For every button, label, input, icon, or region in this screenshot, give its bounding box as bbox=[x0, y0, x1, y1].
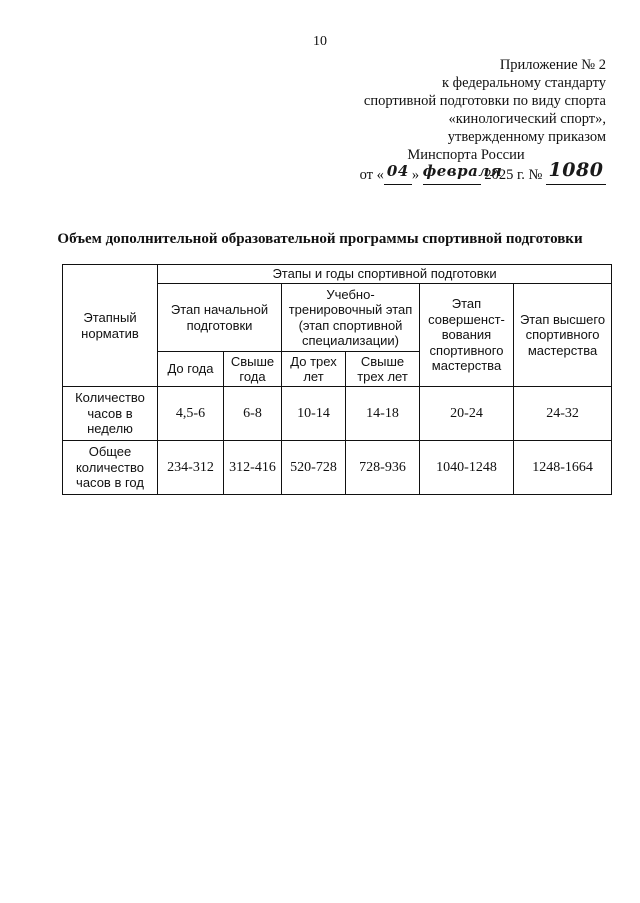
table-cell: 1040-1248 bbox=[420, 441, 514, 495]
appendix-line-sport: спортивной подготовки по виду спорта bbox=[363, 93, 606, 109]
date-day-handwritten: 04 bbox=[386, 162, 409, 180]
table-cell: 14-18 bbox=[346, 387, 420, 441]
table-cell: 312-416 bbox=[224, 441, 282, 495]
stage-training-header: Учебно-тренировочный этап (этап спортивной специализации) bbox=[282, 284, 420, 352]
table-cell: 10-14 bbox=[282, 387, 346, 441]
page-number: 10 bbox=[313, 34, 327, 49]
table-row bbox=[63, 441, 612, 495]
sub-header-initial-2: Свыше года bbox=[224, 352, 282, 387]
date-prefix: от « bbox=[359, 167, 384, 183]
stage-initial-header: Этап начальной подготовки bbox=[158, 284, 282, 352]
sub-header-training-2: Свыше трех лет bbox=[346, 352, 420, 387]
table-cell: 20-24 bbox=[420, 387, 514, 441]
appendix-line-standard: к федеральному стандарту bbox=[442, 75, 606, 91]
corner-header: Этапный норматив bbox=[63, 265, 158, 387]
table-cell: 24-32 bbox=[514, 387, 612, 441]
table-cell: 1248-1664 bbox=[514, 441, 612, 495]
date-day-field bbox=[384, 162, 412, 185]
table-cell: 234-312 bbox=[158, 441, 224, 495]
group-header: Этапы и годы спортивной подготовки bbox=[158, 265, 612, 284]
appendix-line-ministry: Минспорта России bbox=[407, 147, 525, 163]
date-month-field bbox=[422, 162, 503, 185]
table-cell: 728-936 bbox=[346, 441, 420, 495]
appendix-title: Приложение № 2 bbox=[499, 57, 606, 73]
date-quote-close: » bbox=[411, 167, 420, 183]
date-year: 2025 г. № bbox=[484, 167, 543, 183]
date-month-handwritten: февраля bbox=[422, 162, 503, 180]
table-cell: 6-8 bbox=[224, 387, 282, 441]
table-cell: 520-728 bbox=[282, 441, 346, 495]
stage-improvement-header: Этап совершенст-вования спортивного мастерства bbox=[420, 284, 514, 387]
appendix-date-line bbox=[286, 159, 606, 185]
table-row bbox=[63, 387, 612, 441]
appendix-line-approved: утвержденному приказом bbox=[447, 129, 606, 145]
appendix-block bbox=[286, 56, 606, 185]
norms-table bbox=[62, 264, 612, 495]
appendix-line-kind: «кинологический спорт», bbox=[448, 111, 606, 127]
row-label: Общее количество часов в год bbox=[63, 441, 158, 495]
table-cell: 4,5-6 bbox=[158, 387, 224, 441]
sub-header-training-1: До трех лет bbox=[282, 352, 346, 387]
stage-higher-header: Этап высшего спортивного мастерства bbox=[514, 284, 612, 387]
doc-number-handwritten: 1080 bbox=[548, 159, 604, 181]
row-label: Количество часов в неделю bbox=[63, 387, 158, 441]
doc-number-field bbox=[546, 159, 606, 185]
document-title: Объем дополнительной образовательной программы спортивной подготовки bbox=[57, 231, 583, 247]
sub-header-initial-1: До года bbox=[158, 352, 224, 387]
